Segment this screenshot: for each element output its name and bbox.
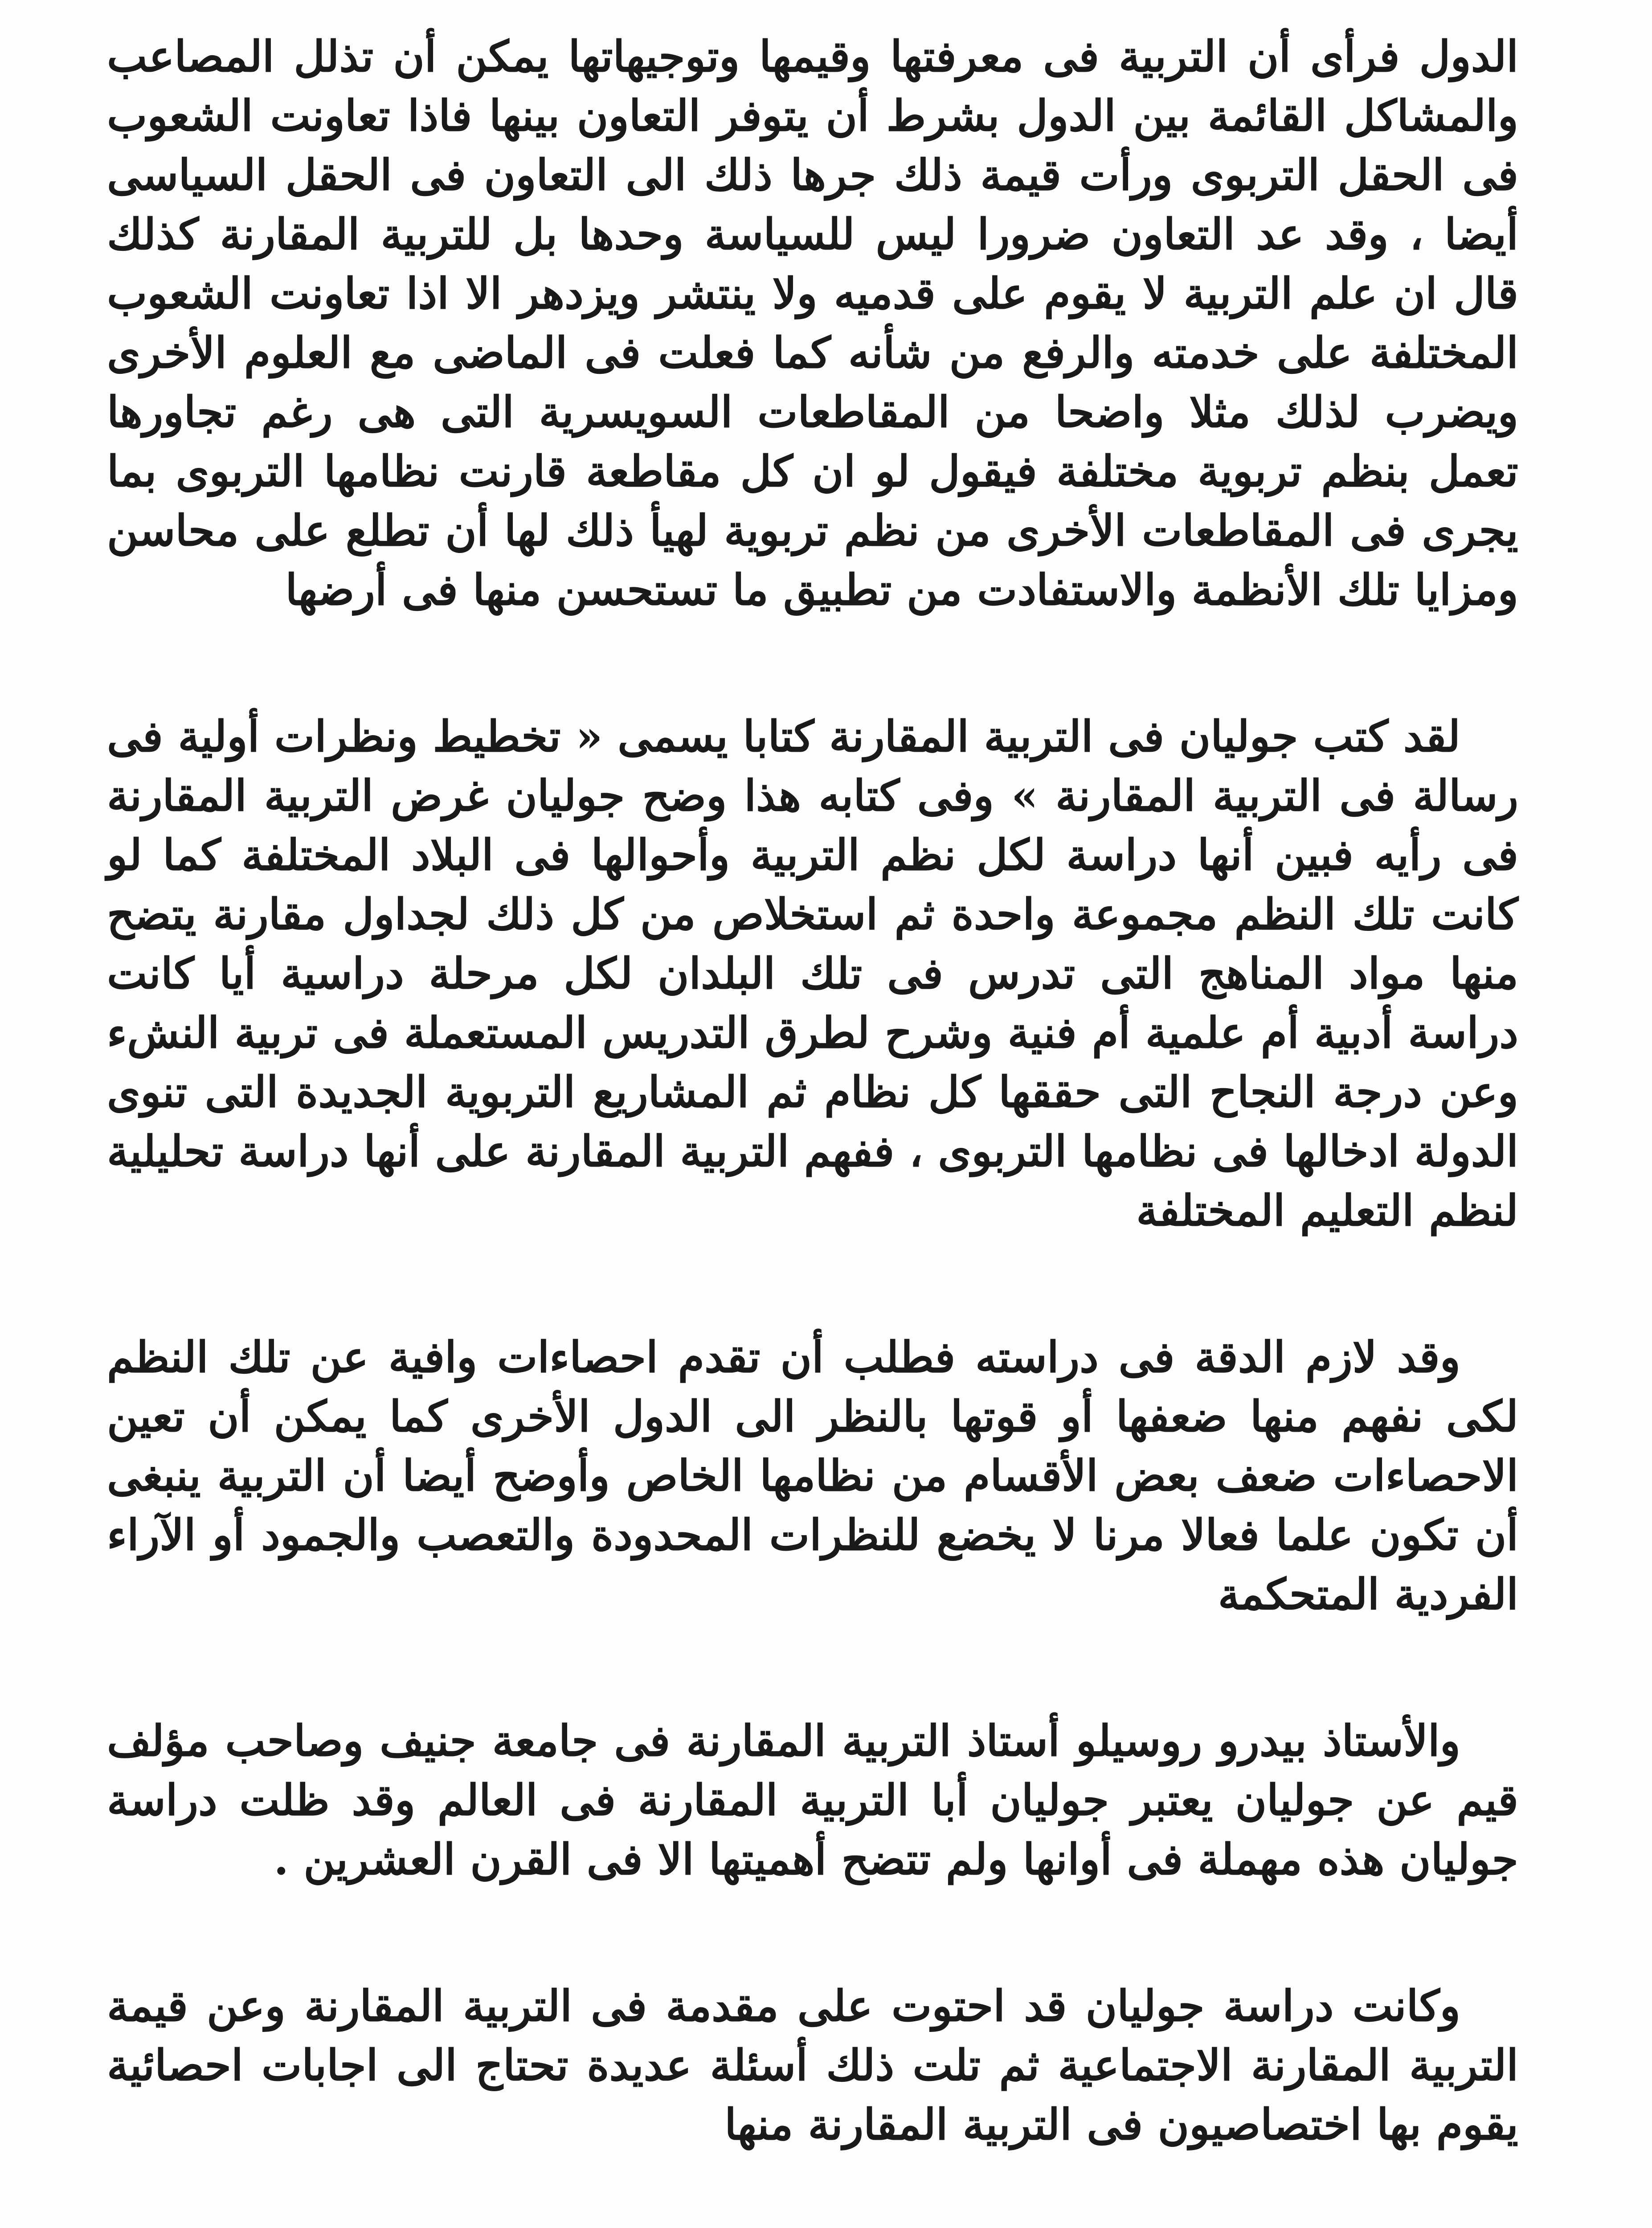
paragraph-5: وكانت دراسة جوليان قد احتوت على مقدمة فى التربية المقارنة وعن قيمة التربية المقارنة الاجتماعية ثم تلت ذلك أسئلة عديدة تحتاج الى اجابات احصائية يقوم بها اختصاصيون فى التربية المقارنة منها bbox=[107, 1981, 1518, 2150]
body-text bbox=[107, 27, 1518, 2154]
paragraph-1: الدول فرأى أن التربية فى معرفتها وقيمها وتوجيهاتها يمكن أن تذلل المصاعب والمشاكل القائمة بين الدول بشرط أن يتوفر التعاون بينها فاذا تعاونت الشعوب فى الحقل التربوى ورأت قيمة ذلك جرها ذلك الى التعاون فى الحقل السياسى أيضا ، وقد عد التعاون ضرورا ليس للسياسة وحدها بل للتربية المقارنة كذلك قال ان علم التربية لا يقوم على قدميه ولا ينتشر ويزدهر الا اذا تعاونت الشعوب المختلفة على خدمته والرفع من شأنه كما فعلت فى الماضى مع العلوم الأخرى ويضرب لذلك مثلا واضحا من المقاطعات السويسرية التى هى رغم تجاورها تعمل بنظم تربوية مختلفة فيقول لو ان كل مقاطعة قارنت نظامها التربوى بما يجرى فى المقاطعات الأخرى من نظم تربوية لهيأ ذلك لها أن تطلع على محاسن ومزايا تلك الأنظمة والاستفادت من تطبيق ما تستحسن منها فى أرضها bbox=[107, 31, 1519, 615]
paragraph-4: والأستاذ بيدرو روسيلو أستاذ التربية المقارنة فى جامعة جنيف وصاحب مؤلف قيم عن جوليان يعتبر جوليان أبا التربية المقارنة فى العالم وقد ظلت دراسة جوليان هذه مهملة فى أوانها ولم تتضح أهميتها الا فى القرن العشرين . bbox=[107, 1716, 1518, 1884]
paragraph-3: وقد لازم الدقة فى دراسته فطلب أن تقدم احصاءات وافية عن تلك النظم لكى نفهم منها ضعفها أو قوتها بالنظر الى الدول الأخرى كما يمكن أن تعين الاحصاءات ضعف بعض الأقسام من نظامها الخاص وأوضح أيضا أن التربية ينبغى أن تكون علما فعالا مرنا لا يخضع للنظرات المحدودة والتعصب والجمود أو الآراء الفردية المتحكمة bbox=[107, 1332, 1518, 1619]
paragraph-2: لقد كتب جوليان فى التربية المقارنة كتابا يسمى « تخطيط ونظرات أولية فى رسالة فى التربية المقارنة » وفى كتابه هذا وضح جوليان غرض التربية المقارنة فى رأيه فبين أنها دراسة لكل نظم التربية وأحوالها فى البلاد المختلفة كما لو كانت تلك النظم مجموعة واحدة ثم استخلاص من كل ذلك لجداول مقارنة يتضح منها مواد المناهج التى تدرس فى تلك البلدان لكل مرحلة دراسية أيا كانت دراسة أدبية أم علمية أم فنية وشرح لطرق التدريس المستعملة فى تربية النشء وعن درجة النجاح التى حققها كل نظام ثم المشاريع التربوية الجديدة التى تنوى الدولة ادخالها فى نظامها التربوى ، ففهم التربية المقارنة على أنها دراسة تحليلية لنظم التعليم المختلفة bbox=[107, 711, 1519, 1236]
